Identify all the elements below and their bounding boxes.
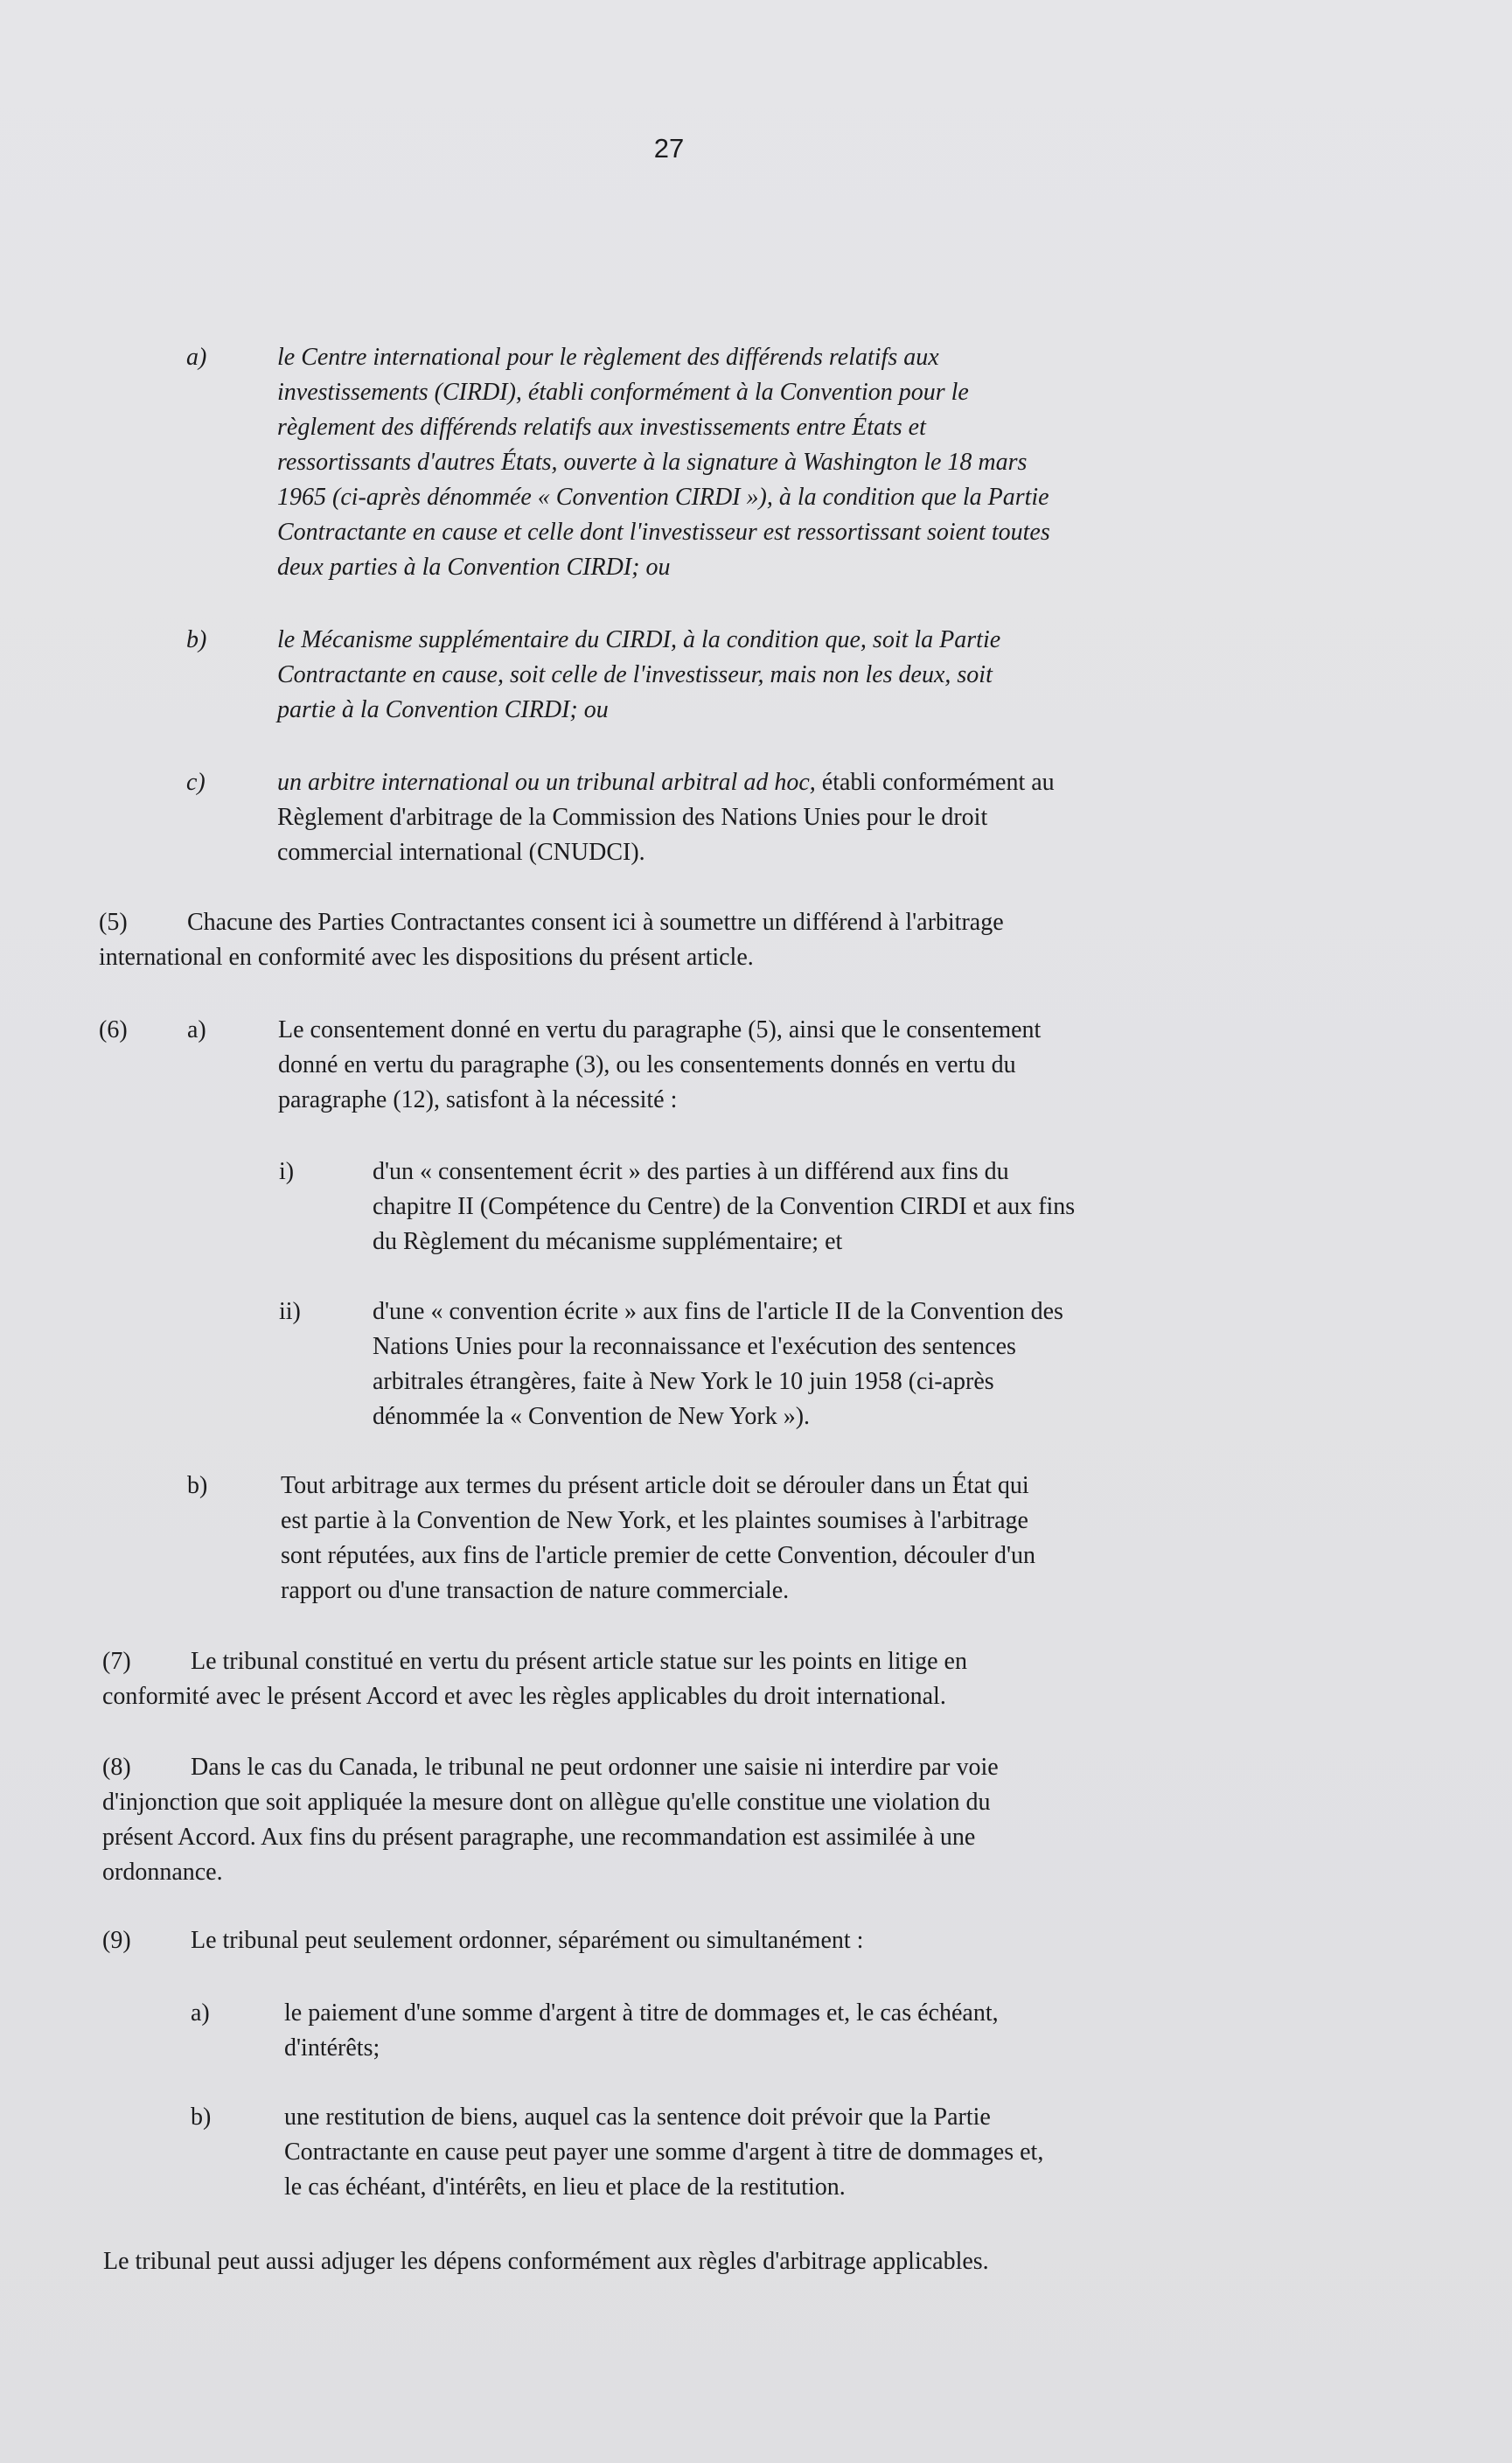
list-label: b) bbox=[187, 1472, 208, 1499]
text-line: le Mécanisme supplémentaire du CIRDI, à la condition que, soit la Partie bbox=[277, 626, 1001, 653]
list-label: a) bbox=[187, 1016, 206, 1043]
text-line: d'un « consentement écrit » des parties à un différend aux fins du bbox=[373, 1158, 1009, 1185]
text-line: Nations Unies pour la reconnaissance et l'exécution des sentences bbox=[373, 1333, 1016, 1360]
list-text bbox=[284, 1996, 999, 2066]
page-number: 27 bbox=[653, 133, 685, 164]
paragraph-7 bbox=[102, 1644, 1344, 1714]
text-line: d'injonction que soit appliquée la mesure dont on allègue qu'elle constitue une violation du bbox=[102, 1789, 991, 1816]
text-line: règlement des différends relatifs aux investissements entre États et bbox=[277, 414, 926, 441]
list-label: c) bbox=[186, 769, 206, 796]
text-line: arbitrales étrangères, faite à New York le 10 juin 1958 (ci-après bbox=[373, 1368, 994, 1395]
text-line: dénommée la « Convention de New York »). bbox=[373, 1403, 811, 1430]
text-line: du Règlement du mécanisme supplémentaire; et bbox=[373, 1228, 843, 1255]
list-label: b) bbox=[186, 626, 207, 653]
text-line: Le tribunal constitué en vertu du présent article statue sur les points en litige en bbox=[191, 1648, 967, 1675]
list-label: i) bbox=[279, 1158, 295, 1185]
text-line: investissements (CIRDI), établi conformément à la Convention pour le bbox=[277, 379, 969, 406]
list-text bbox=[373, 1294, 1063, 1434]
text-line: Dans le cas du Canada, le tribunal ne peut ordonner une saisie ni interdire par voie bbox=[191, 1754, 999, 1781]
list-label: a) bbox=[186, 344, 207, 371]
text-line: Tout arbitrage aux termes du présent article doit se dérouler dans un État qui bbox=[281, 1472, 1029, 1499]
text-line: conformité avec le présent Accord et avec les règles applicables du droit international. bbox=[102, 1683, 946, 1710]
list-label: ii) bbox=[279, 1298, 301, 1325]
text-line: paragraphe (12), satisfont à la nécessité : bbox=[278, 1086, 678, 1113]
list-label: b) bbox=[191, 2104, 212, 2131]
text-line: ordonnance. bbox=[102, 1859, 223, 1886]
paragraph-number: (7) bbox=[102, 1648, 131, 1675]
closing-paragraph bbox=[103, 2244, 1345, 2279]
text-line: Le tribunal peut aussi adjuger les dépens conformément aux règles d'arbitrage applicables. bbox=[103, 2248, 989, 2275]
text-line: d'une « convention écrite » aux fins de l'article II de la Convention des bbox=[373, 1298, 1063, 1325]
text-line: Contractante en cause et celle dont l'investisseur est ressortissant soient toutes bbox=[277, 519, 1050, 546]
text-line: sont réputées, aux fins de l'article premier de cette Convention, découler d'un bbox=[281, 1542, 1036, 1569]
text-line: Contractante en cause peut payer une somme d'argent à titre de dommages et, bbox=[284, 2139, 1044, 2166]
text-line: Chacune des Parties Contractantes consent ici à soumettre un différend à l'arbitrage bbox=[187, 909, 1004, 936]
text-line: une restitution de biens, auquel cas la sentence doit prévoir que la Partie bbox=[284, 2104, 991, 2131]
text-line: d'intérêts; bbox=[284, 2034, 380, 2062]
text-line: le Centre international pour le règlement des différends relatifs aux bbox=[277, 344, 939, 371]
list-text bbox=[277, 623, 1000, 728]
paragraph-9 bbox=[102, 1923, 1344, 1958]
text-line: rapport ou d'une transaction de nature commerciale. bbox=[281, 1577, 790, 1604]
paragraph-number: (5) bbox=[99, 909, 128, 936]
paragraph-5 bbox=[99, 905, 1341, 975]
text-line: est partie à la Convention de New York, et les plaintes soumises à l'arbitrage bbox=[281, 1507, 1028, 1534]
paragraph-8 bbox=[102, 1750, 1344, 1890]
text-line: partie à la Convention CIRDI; ou bbox=[277, 696, 609, 723]
paragraph-number: (9) bbox=[102, 1927, 131, 1954]
text-line: Le tribunal peut seulement ordonner, séparément ou simultanément : bbox=[191, 1927, 864, 1954]
text-line: international en conformité avec les dispositions du présent article. bbox=[99, 944, 754, 971]
text-line: deux parties à la Convention CIRDI; ou bbox=[277, 554, 671, 581]
paragraph-number: (6) bbox=[99, 1016, 128, 1043]
text-run: établi conformément au bbox=[815, 769, 1055, 796]
list-label: a) bbox=[191, 1999, 210, 2027]
text-line: commercial international (CNUDCI). bbox=[277, 839, 645, 866]
text-line: chapitre II (Compétence du Centre) de la Convention CIRDI et aux fins bbox=[373, 1193, 1076, 1220]
list-text bbox=[278, 1013, 1041, 1118]
italic-text: un arbitre international ou un tribunal arbitral ad hoc, bbox=[277, 769, 816, 796]
list-text bbox=[277, 765, 1055, 870]
text-line: donné en vertu du paragraphe (3), ou les consentements donnés en vertu du bbox=[278, 1051, 1016, 1078]
text-line: Règlement d'arbitrage de la Commission des Nations Unies pour le droit bbox=[277, 804, 988, 831]
text-line bbox=[277, 765, 1055, 800]
text-line: Le consentement donné en vertu du paragraphe (5), ainsi que le consentement bbox=[278, 1016, 1042, 1043]
text-line: Contractante en cause, soit celle de l'investisseur, mais non les deux, soit bbox=[277, 661, 993, 688]
text-line: le cas échéant, d'intérêts, en lieu et place de la restitution. bbox=[284, 2173, 846, 2201]
list-text bbox=[277, 340, 1050, 585]
list-text bbox=[373, 1155, 1075, 1259]
list-text bbox=[284, 2100, 1043, 2205]
list-text bbox=[281, 1469, 1035, 1608]
paragraph-number: (8) bbox=[102, 1754, 131, 1781]
text-line: 1965 (ci-après dénommée « Convention CIRDI »), à la condition que la Partie bbox=[277, 484, 1049, 511]
text-line: présent Accord. Aux fins du présent paragraphe, une recommandation est assimilée à une bbox=[102, 1824, 976, 1851]
text-line: le paiement d'une somme d'argent à titre de dommages et, le cas échéant, bbox=[284, 1999, 999, 2027]
text-line: ressortissants d'autres États, ouverte à la signature à Washington le 18 mars bbox=[277, 449, 1028, 476]
